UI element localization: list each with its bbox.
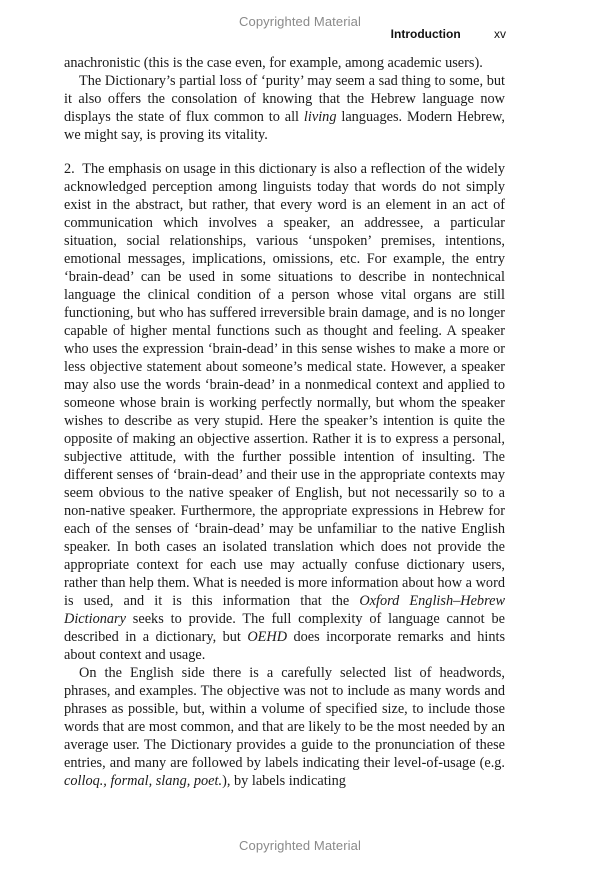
paragraph-3-text-c: does incorporate remarks and hints about context and usage. xyxy=(64,629,506,663)
paragraph-4-text-a: On the English side there is a carefully selected list of headwords, phrases, and examples. The objective was not to include as many words and phrases as possible, but, within a volume of specified size, to include those words that are most common, and that are likely to be the most needed by an average user. The Dictionary provides a guide to the pronunciation of these entries, and many are followed by labels indicating their level-of-usage (e.g. xyxy=(64,665,505,771)
copyright-watermark-top: Copyrighted Material xyxy=(239,14,361,29)
section-title: Introduction xyxy=(390,27,461,41)
paragraph-3-text-b: seeks to provide. The full complexity of language cannot be described in a dictionary, but xyxy=(64,611,505,645)
paragraph-4-text-b: ), by labels indicating xyxy=(222,773,346,789)
page-number: xv xyxy=(494,27,506,41)
paragraph-4-usage-labels: colloq., formal, slang, poet. xyxy=(64,773,223,789)
paragraph-2-text-a: The Dictionary’s partial loss of ‘purity’ may seem a sad thing to some, but it also offers the consolation of knowing that the Hebrew language now displays the state of flux common to all xyxy=(64,73,505,125)
paragraph-1-text: anachronistic (this is the case even, for example, among academic users). xyxy=(64,55,483,71)
paragraph-1 xyxy=(64,54,505,72)
copyright-watermark-bottom: Copyrighted Material xyxy=(239,838,361,853)
paragraph-3-title-oehd-full: Oxford English–Hebrew Dictionary xyxy=(64,593,505,627)
paragraph-4 xyxy=(64,664,505,790)
paragraph-3-text-a: The emphasis on usage in this dictionary is also a reflection of the widely acknowledged perception among linguists today that words do not simply exist in the abstract, but rather, that every word is an element in an act of communication which involves a speaker, an addressee, a particular situation, social relationships, various ‘unspoken’ premises, intentions, emotional messages, implications, omissions, etc. For example, the entry ‘brain-dead’ can be used in some situations to describe in nontechnical language the clinical condition of a person whose vital organs are still functioning, but who has suffered irreversible brain damage, and is no longer capable of higher mental functions such as thought and feeling. A speaker who uses the expression ‘brain-dead’ in this sense wishes to make a more or less objective statement about someone’s medical state. However, a speaker may also use the words ‘brain-dead’ in a nonmedical context and applied to someone whose brain is working perfectly normally, but whom the speaker wishes to describe as very stupid. Here the speaker’s intention is quite the opposite of making an objective assertion. Rather it is to express a personal, subjective attitude, with the further possible intention of insulting. The different senses of ‘brain-dead’ and their use in the appropriate contexts may seem obvious to the native speaker of English, but not necessarily so to a non-native speaker. Furthermore, the appropriate expressions in Hebrew for each of the senses of ‘brain-dead’ may be unfamiliar to the native English speaker. In both cases an isolated translation which does not provide the appropriate context for each use may actually confuse dictionary users, rather than help them. What is needed is more information about how a word is used, and it is this information that the xyxy=(64,161,505,609)
paragraph-2 xyxy=(64,72,505,144)
body-text xyxy=(64,54,505,790)
paragraph-3 xyxy=(64,160,505,664)
paragraph-3-number: 2. xyxy=(64,161,75,177)
paragraph-3-title-oehd-abbr: OEHD xyxy=(247,629,288,645)
paragraph-2-emphasis: living xyxy=(303,109,337,125)
running-header xyxy=(391,27,506,41)
paragraph-2-text-b: languages. Modern Hebrew, we might say, is proving its vitality. xyxy=(64,109,505,143)
